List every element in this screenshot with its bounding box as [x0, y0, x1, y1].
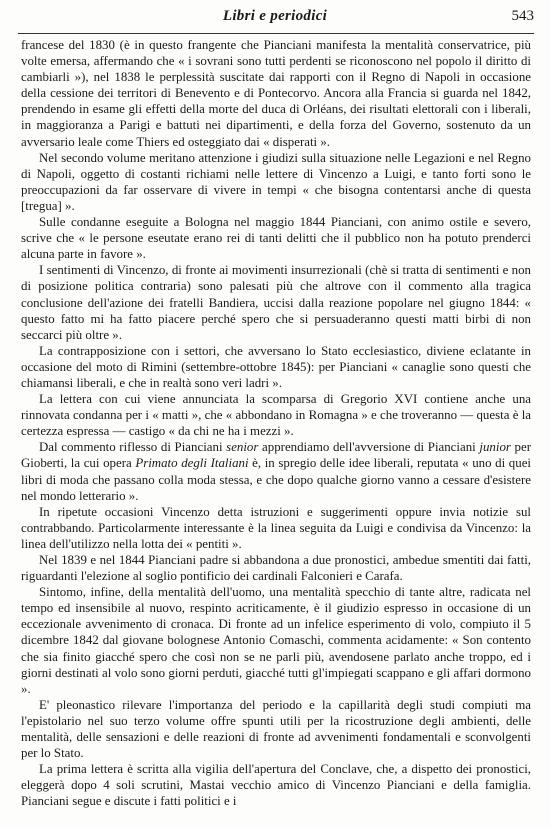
body-text [21, 37, 531, 810]
paragraph: E' pleonastico rilevare l'importanza del periodo e la capillarità degli studi compiuti ma l'epistolario nel suo terzo volume offre spunti utili per la ricostruzione degli ambienti, delle mentalità, delle sensazioni e delle reazioni di fronte ad avvenimenti fondamentali e sconvolgenti per lo Stato. [21, 697, 531, 761]
paragraph: La lettera con cui viene annunciata la scomparsa di Gregorio XVI contiene anche una rinnovata condanna per i « matti », che « abbondano in Romagna » e che troveranno — questa è la certezza espressa — castigo « da chi ne ha i mezzi ». [21, 392, 531, 439]
book-title: Primato degli Italiani [135, 456, 249, 471]
paragraph: Sulle condanne eseguite a Bologna nel maggio 1844 Pianciani, con animo ostile e severo, scrive che « le persone eseutate erano rei di tanti delitti che il pubblico non ha potuto prenderci alcuna parte in favore ». [21, 215, 531, 262]
paragraph: La contrapposizione con i settori, che avversano lo Stato ecclesiastico, diviene eclatante in occasione del moto di Rimini (settembre-ottobre 1845): per Pianciani « canaglie sono questi che chiamansi liberali, e che in realtà sono veri ladri ». [21, 343, 531, 390]
paragraph: La prima lettera è scritta alla vigilia dell'apertura del Conclave, che, a dispetto dei pronostici, eleggerà dopo 4 soli scrutini, Mastai vecchio amico di Vincenzo Pianciani e della famiglia. Pianciani segue e discute i fatti politici e i [21, 762, 531, 809]
paragraph [21, 439, 531, 503]
header-rule [18, 33, 534, 34]
running-head: Libri e periodici [222, 8, 328, 24]
paragraph: I sentimenti di Vincenzo, di fronte ai movimenti insurrezionali (chè si tratta di sentimenti e non di posizione politica contraria) sono palesati più che altrove con il commento alla tragica conclusione dell'azione dei fratelli Bandiera, uccisi dalla reazione popolare nel giugno 1844: « questo fatto mi ha fatto piacere perché spero che si persuaderanno questi matti birbi di non seccarci più oltre ». [21, 263, 531, 342]
text-run: apprendiamo dell'avversione di Pianciani [258, 440, 480, 455]
text-run: è, in spregio delle idee liberali, reputata « uno di quei libri di moda che passano colla moda stessa, e che dopo qualche giorno vanno a cessare d'esistere nel mondo letterario ». [21, 456, 531, 503]
paragraph: Nel 1839 e nel 1844 Pianciani padre si abbandona a due pronostici, ambedue smentiti dai fatti, riguardanti l'elezione al soglio pontificio dei cardinali Falconieri e Carafa. [21, 553, 531, 584]
text-run: Dal commento riflesso di Pianciani [39, 440, 227, 455]
emphasis: senior [226, 440, 259, 455]
page-header [0, 8, 550, 30]
paragraph: francese del 1830 (è in questo frangente che Pianciani manifesta la mentalità conservatrice, più volte emersa, affermando che « i sovrani sono tutti perdenti se riconoscono nel popolo il diritto di cambiarli »), nel 1838 le perplessità suscitate dai rapporti con il Regno di Napoli in occasione della cessione dei territori di Benevento e di Pontecorvo. Ancora alla Francia si guarda nel 1842, prendendo in esame gli effetti della morte del duca di Orléans, dei risultati elettorali con i liberali, in maggioranza a Parigi e battuti nei dipartimenti, e della forza del Governo, sostenuto da un avversario leale come Thiers ed osteggiato dai « disperati ». [21, 38, 531, 149]
paragraph: Nel secondo volume meritano attenzione i giudizi sulla situazione nelle Legazioni e nel Regno di Napoli, oggetto di costanti richiami nelle lettere di Vincenzo a Luigi, e tanto forti sono le preoccupazioni da far osservare di vivere in tempi « che bisogna contentarsi anche di questa [tregua] ». [21, 150, 531, 213]
emphasis: junior [479, 440, 511, 455]
paragraph: Sintomo, infine, della mentalità dell'uomo, una mentalità specchio di tante altre, radicata nel tempo ed insensibile al nuovo, respinto acriticamente, è il giudizio espresso in occasione di un eccezionale avvenimento di cronaca. Di fronte ad un infelice esperimento di volo, compiuto il 5 dicembre 1842 dal giovane bolognese Antonio Comaschi, commenta acidamente: « Son contento che sia finito giacché spero che così non se ne parli più, avendosene parlato anche troppo, ed i giorni destinati al volo sono giorni perduti, giacché tutti gl'impiegati scappano e gli affari dormono ». [21, 585, 531, 696]
text-run: per Gioberti, la cui opera [21, 440, 532, 471]
page-number: 543 [511, 8, 534, 24]
paragraph: In ripetute occasioni Vincenzo detta istruzioni e suggerimenti oppure invia notizie sul contrabbando. Particolarmente interessante è la linea seguita da Luigi e condivisa da Vincenzo: la linea dell'utilizzo nella lotta dei « pentiti ». [21, 504, 531, 551]
